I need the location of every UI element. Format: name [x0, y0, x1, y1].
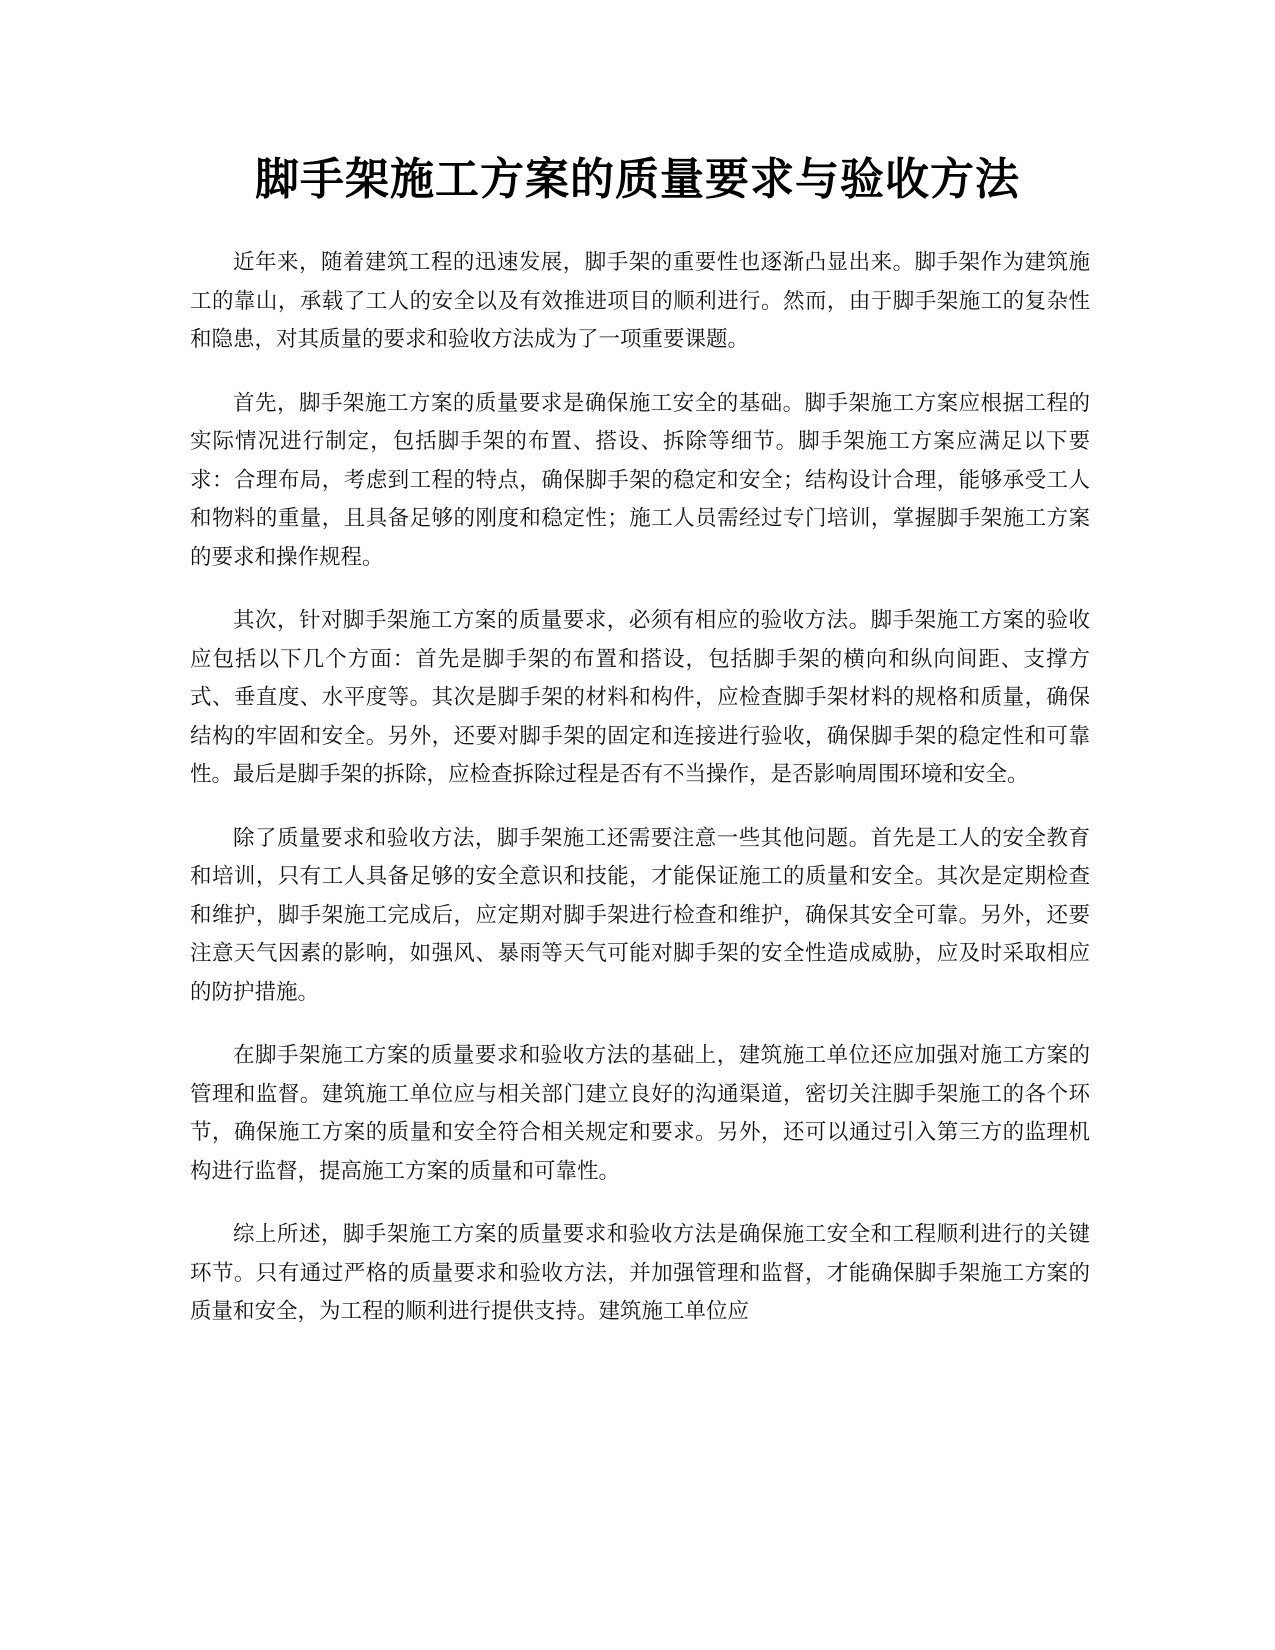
document-body [190, 244, 1090, 1357]
paragraph-acceptance-methods: 其次，针对脚手架施工方案的质量要求，必须有相应的验收方法。脚手架施工方案的验收应包括以下几个方面：首先是脚手架的布置和搭设，包括脚手架的横向和纵向间距、支撑方式、垂直度、水平度等。其次是脚手架的材料和构件，应检查脚手架材料的规格和质量，确保结构的牢固和安全。另外，还要对脚手架的固定和连接进行验收，确保脚手架的稳定性和可靠性。最后是脚手架的拆除，应检查拆除过程是否有不当操作，是否影响周围环境和安全。 [190, 608, 1090, 787]
paragraph-quality-requirements: 首先，脚手架施工方案的质量要求是确保施工安全的基础。脚手架施工方案应根据工程的实际情况进行制定，包括脚手架的布置、搭设、拆除等细节。脚手架施工方案应满足以下要求：合理布局，考虑到工程的特点，确保脚手架的稳定和安全；结构设计合理，能够承受工人和物料的重量，且具备足够的刚度和稳定性；施工人员需经过专门培训，掌握脚手架施工方案的要求和操作规程。 [190, 390, 1090, 570]
paragraph-intro: 近年来，随着建筑工程的迅速发展，脚手架的重要性也逐渐凸显出来。脚手架作为建筑施工的靠山，承载了工人的安全以及有效推进项目的顺利进行。然而，由于脚手架施工的复杂性和隐患，对其质量的要求和验收方法成为了一项重要课题。 [190, 250, 1090, 352]
paragraph-management-supervision: 在脚手架施工方案的质量要求和验收方法的基础上，建筑施工单位还应加强对施工方案的管理和监督。建筑施工单位应与相关部门建立良好的沟通渠道，密切关注脚手架施工的各个环节，确保施工方案的质量和安全符合相关规定和要求。另外，还可以通过引入第三方的监理机构进行监督，提高施工方案的质量和可靠性。 [190, 1043, 1090, 1184]
paragraph-conclusion: 综上所述，脚手架施工方案的质量要求和验收方法是确保施工安全和工程顺利进行的关键环节。只有通过严格的质量要求和验收方法，并加强管理和监督，才能确保脚手架施工方案的质量和安全，为工程的顺利进行提供支持。建筑施工单位应 [190, 1222, 1090, 1324]
document-title: 脚手架施工方案的质量要求与验收方法 [255, 154, 1020, 205]
paragraph-other-issues: 除了质量要求和验收方法，脚手架施工还需要注意一些其他问题。首先是工人的安全教育和培训，只有工人具备足够的安全意识和技能，才能保证施工的质量和安全。其次是定期检查和维护，脚手架施工完成后，应定期对脚手架进行检查和维护，确保其安全可靠。另外，还要注意天气因素的影响，如强风、暴雨等天气可能对脚手架的安全性造成威胁，应及时采取相应的防护措施。 [190, 825, 1090, 1005]
